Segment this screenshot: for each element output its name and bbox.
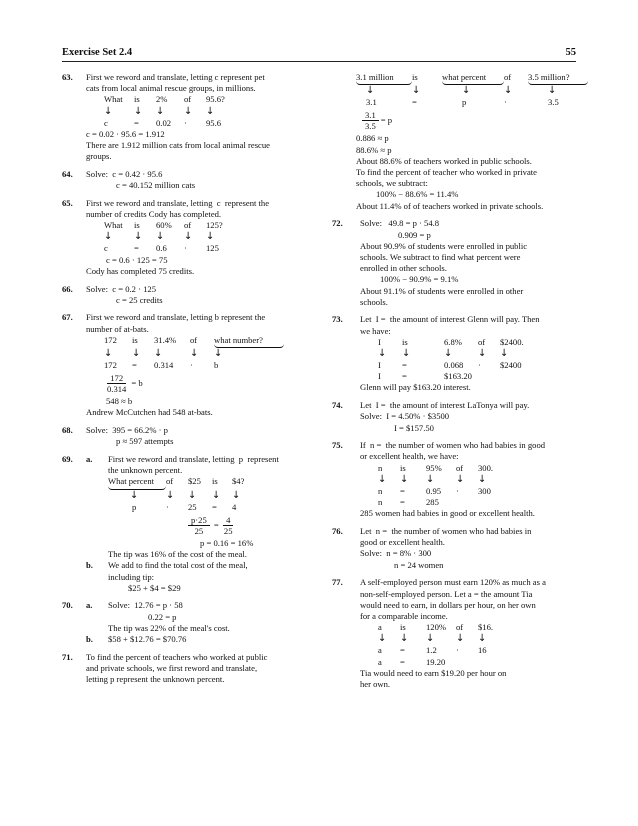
grid-cell: a [378, 645, 382, 656]
problem-number: 70. [62, 600, 73, 611]
fraction-row [104, 371, 318, 396]
grid-cell: n [378, 497, 383, 508]
down-arrow-icon: ↓ [104, 231, 113, 243]
down-arrow-icon: ↓ [206, 231, 215, 243]
text-line: number of at-bats. [86, 323, 149, 334]
equation: p = 0.16 = 16% [200, 537, 254, 548]
grid-cell: 120% [426, 622, 447, 633]
equation: Solve: c = 0.42 · 95.6 [86, 168, 163, 179]
translation-grid [378, 337, 576, 383]
problem-number: 65. [62, 197, 73, 208]
grid-cell: 95.6 [206, 117, 222, 128]
grid-cell: What [104, 220, 123, 231]
text-line: To find the percent of teacher who worked in private [356, 167, 537, 178]
grid-cell: 2% [156, 94, 168, 105]
grid-cell: What percent [108, 476, 166, 489]
down-arrow-icon: ↓ [378, 473, 387, 485]
equation: Solve: n = 8% · 300 [360, 548, 432, 559]
problem-73 [332, 314, 576, 393]
down-arrow-icon: ↓ [462, 85, 471, 97]
denominator: 25 [194, 525, 204, 536]
problem-number: 77. [332, 577, 343, 588]
problem-66 [62, 284, 318, 306]
translation-grid [104, 220, 318, 254]
text-line: To find the percent of teachers who worked at public [86, 651, 268, 662]
grid-cell: is [132, 334, 138, 345]
equation: 0.886 ≈ p [356, 133, 389, 144]
text-line: good or excellent health. [360, 537, 445, 548]
part-b [86, 560, 318, 594]
translation-grid [378, 622, 576, 668]
down-arrow-icon: ↓ [366, 85, 375, 97]
down-arrow-icon: ↓ [412, 85, 421, 97]
grid-cell: 0.6 [156, 243, 167, 254]
text-line: her own. [360, 678, 391, 689]
problem-65 [62, 198, 318, 277]
grid-cell: 0.95 [426, 485, 442, 496]
text-line: and private schools, we first reword and translate, [86, 662, 258, 673]
equation: c = 0.02 · 95.6 = 1.912 [86, 128, 165, 139]
text-line: About 11.4% of of teachers worked in private schools. [356, 200, 544, 211]
grid-cell: 95% [426, 462, 442, 473]
down-arrow-icon: ↓ [132, 348, 141, 360]
problem-64 [62, 169, 318, 191]
text-line: the unknown percent. [108, 465, 183, 476]
equation: c = 25 credits [116, 294, 163, 305]
grid-cell: 0.02 [156, 117, 172, 128]
text-line: First we reword and translate, letting b represent the [86, 312, 266, 323]
fraction-row: $\frac{p\cdot 25}{25}$ = $\frac{4}{25}$ [188, 513, 318, 538]
down-arrow-icon: ↓ [156, 231, 165, 243]
down-arrow-icon: ↓ [212, 489, 221, 501]
grid-cell: b [214, 360, 219, 371]
grid-cell: = [400, 485, 405, 496]
text-line: If n = the number of women who had babies in good [360, 440, 546, 451]
right-column [332, 72, 576, 697]
down-arrow-icon: ↓ [104, 348, 113, 360]
grid-cell: is [400, 622, 406, 633]
down-arrow-icon: ↓ [426, 633, 435, 645]
equation: 0.22 = p [148, 611, 177, 622]
text-line: schools, we subtract: [356, 178, 428, 189]
problem-72 [332, 218, 576, 308]
numerator: 172 [107, 373, 126, 384]
grid-cell: of [478, 336, 486, 347]
grid-cell: a [378, 656, 382, 667]
grid-cell: of [456, 462, 464, 473]
down-arrow-icon: ↓ [134, 105, 143, 117]
down-arrow-icon: ↓ [478, 348, 487, 360]
equation: c = 0.6 · 125 = 75 [106, 254, 168, 265]
grid-cell: 16 [478, 645, 487, 656]
grid-cell: = [402, 371, 407, 382]
grid-cell: $163.20 [444, 371, 472, 382]
problem-63 [62, 72, 318, 162]
page-number: 55 [565, 47, 576, 58]
grid-cell: · [166, 501, 169, 512]
grid-cell: of [166, 476, 174, 487]
grid-cell: = [132, 360, 137, 371]
grid-cell: $16. [478, 622, 494, 633]
grid-cell: c [104, 117, 108, 128]
grid-cell: = [134, 117, 139, 128]
grid-cell: · [456, 485, 459, 496]
grid-cell: · [456, 645, 459, 656]
translation-grid [104, 335, 318, 371]
grid-cell: 285 [426, 497, 439, 508]
problem-number: 71. [62, 651, 73, 662]
down-arrow-icon: ↓ [184, 105, 193, 117]
equation: $25 + $4 = $29 [128, 582, 181, 593]
equation: = p [380, 115, 393, 126]
text-line: including tip: [108, 571, 155, 582]
equation: Solve: 12.76 = p · 58 [108, 600, 183, 611]
problem-number: 73. [332, 314, 343, 325]
fraction [188, 515, 210, 536]
part-label: a. [86, 454, 93, 465]
text-line: Let I = the amount of interest LaTonya will pay. [360, 400, 530, 411]
grid-cell: is [134, 94, 140, 105]
text-line: Let n = the number of women who had babies in [360, 526, 532, 536]
text-line: About 90.9% of students were enrolled in public [360, 240, 528, 251]
grid-cell: of [456, 622, 464, 633]
problem-number: 66. [62, 283, 73, 294]
problem-67 [62, 312, 318, 418]
grid-cell: p [462, 97, 467, 108]
problem-71 [62, 652, 318, 686]
translation-grid [356, 72, 576, 108]
text-line: enrolled in other schools. [360, 263, 447, 274]
equation: 88.6% ≈ p [356, 144, 392, 155]
translation-grid [378, 463, 576, 509]
grid-cell: is [212, 476, 218, 487]
part-a [86, 454, 318, 560]
text-line: About 88.6% of teachers worked in public schools. [356, 155, 532, 166]
problem-number: 68. [62, 425, 73, 436]
grid-cell: = [400, 645, 405, 656]
grid-cell: $2400 [500, 360, 522, 371]
down-arrow-icon: ↓ [478, 633, 487, 645]
down-arrow-icon: ↓ [500, 348, 509, 360]
problem-76 [332, 526, 576, 571]
grid-cell: 95.6? [206, 94, 225, 105]
numerator: 4 [223, 515, 233, 526]
problem-number: 74. [332, 400, 343, 411]
grid-cell: 3.1 [366, 97, 377, 108]
part-b [86, 634, 318, 645]
grid-cell: what number? [214, 335, 284, 348]
grid-cell: 172 [104, 360, 117, 371]
down-arrow-icon: ↓ [214, 348, 223, 360]
down-arrow-icon: ↓ [166, 489, 175, 501]
text-line: we have: [360, 325, 391, 336]
problem-74 [332, 400, 576, 434]
grid-cell: = [412, 97, 417, 108]
equation: = b [131, 378, 143, 389]
numerator: 3.1 [362, 110, 379, 121]
problem-number: 72. [332, 218, 343, 229]
problem-number: 64. [62, 168, 73, 179]
equation: n = 24 women [394, 559, 444, 570]
problem-75 [332, 440, 576, 519]
grid-cell: what percent [442, 72, 504, 85]
text-line: Glenn will pay $163.20 interest. [360, 382, 471, 393]
grid-cell: $25 [188, 476, 201, 487]
section-title: Exercise Set 2.4 [62, 47, 133, 58]
equation: p ≈ 597 attempts [116, 436, 174, 447]
text-line: There are 1.912 million cats from local animal rescue [86, 140, 270, 151]
grid-cell: · [478, 360, 481, 371]
down-arrow-icon: ↓ [154, 348, 163, 360]
down-arrow-icon: ↓ [184, 231, 193, 243]
part-label: a. [86, 600, 93, 611]
grid-cell: c [104, 243, 108, 254]
equation: Solve: 49.8 = p · 54.8 [360, 218, 440, 229]
text-line: schools. We subtract to find what percent were [360, 251, 521, 262]
grid-cell: I [378, 360, 381, 371]
text-line: Andrew McCutchen had 548 at-bats. [86, 407, 213, 418]
grid-cell: 6.8% [444, 336, 462, 347]
text-line: Cody has completed 75 credits. [86, 265, 195, 276]
equation: Solve: 395 = 66.2% · p [86, 425, 168, 436]
denominator: 0.314 [107, 384, 127, 395]
grid-cell: 3.5 million? [528, 72, 588, 85]
grid-cell: · [184, 243, 187, 254]
equation: Solve: c = 0.2 · 125 [86, 283, 157, 294]
grid-cell: I [378, 371, 381, 382]
grid-cell: $2400. [500, 336, 524, 347]
text-line: cats from local animal rescue groups, in millions. [86, 83, 256, 94]
down-arrow-icon: ↓ [426, 473, 435, 485]
down-arrow-icon: ↓ [156, 105, 165, 117]
grid-cell: · [184, 117, 187, 128]
grid-cell: 19.20 [426, 656, 446, 667]
problem-number: 75. [332, 440, 343, 451]
text-line: A self-employed person must earn 120% as much as a [360, 577, 546, 588]
grid-cell: 25 [188, 501, 197, 512]
grid-cell: is [134, 220, 140, 231]
fraction-row [362, 108, 576, 133]
text-line: About 91.1% of students were enrolled in other [360, 285, 524, 296]
down-arrow-icon: ↓ [478, 473, 487, 485]
text-line: groups. [86, 151, 112, 162]
text-line: First we reword and translate, letting p represent [108, 454, 279, 465]
problem-70 [62, 600, 318, 645]
grid-cell: = [400, 656, 405, 667]
grid-cell: of [184, 220, 192, 231]
down-arrow-icon: ↓ [400, 633, 409, 645]
down-arrow-icon: ↓ [456, 473, 465, 485]
text-line: schools. [360, 296, 388, 307]
down-arrow-icon: ↓ [456, 633, 465, 645]
grid-cell: is [412, 72, 418, 82]
grid-cell: 125 [206, 243, 219, 254]
grid-cell: I [378, 336, 381, 347]
grid-cell: 60% [156, 220, 172, 231]
grid-cell: = [212, 501, 217, 512]
text-line: The tip was 16% of the cost of the meal. [108, 549, 247, 560]
grid-cell: 4 [232, 501, 237, 512]
fraction [221, 515, 236, 536]
equation: c = 40.152 million cats [116, 180, 196, 191]
numerator: p·25 [188, 515, 210, 526]
grid-cell: = [134, 243, 139, 254]
denominator: 3.5 [365, 121, 376, 132]
text-line: letting p represent the unknown percent. [86, 674, 225, 685]
equation: 100% − 88.6% = 11.4% [376, 189, 459, 200]
text-line: would need to earn, in dollars per hour, on her own [360, 599, 536, 610]
equation: 0.909 = p [398, 229, 431, 240]
down-arrow-icon: ↓ [402, 348, 411, 360]
down-arrow-icon: ↓ [548, 85, 557, 97]
down-arrow-icon: ↓ [504, 85, 513, 97]
header-rule [62, 61, 576, 62]
text-line: We add to find the total cost of the meal, [108, 560, 248, 571]
equation: 100% − 90.9% = 9.1% [380, 274, 459, 285]
left-column [62, 72, 318, 692]
down-arrow-icon: ↓ [104, 105, 113, 117]
problem-number: 67. [62, 312, 73, 323]
text-line: non-self-employed person. Let a = the amount Tia [360, 588, 533, 599]
text-line: Tia would need to earn $19.20 per hour on [360, 667, 507, 678]
down-arrow-icon: ↓ [188, 489, 197, 501]
translation-grid [104, 94, 318, 128]
part-a [86, 600, 318, 634]
grid-cell: is [400, 462, 406, 473]
grid-cell: 31.4% [154, 334, 177, 345]
grid-cell: 172 [104, 334, 117, 345]
equation: I = $157.50 [394, 422, 434, 433]
grid-cell: a [378, 622, 382, 633]
down-arrow-icon: ↓ [232, 489, 241, 501]
grid-cell: 300 [478, 485, 491, 496]
down-arrow-icon: ↓ [400, 473, 409, 485]
grid-cell: of [504, 72, 512, 82]
text-line: number of credits Cody has completed. [86, 209, 222, 220]
part-label: b. [86, 634, 93, 645]
grid-cell: 0.314 [154, 360, 174, 371]
grid-cell: · [190, 360, 193, 371]
problem-69 [62, 454, 318, 594]
down-arrow-icon: ↓ [206, 105, 215, 117]
grid-cell: p [132, 501, 137, 512]
down-arrow-icon: ↓ [378, 633, 387, 645]
text-line: The tip was 22% of the meal's cost. [108, 622, 230, 633]
text-line: First we reword and translate, letting c represent the [86, 197, 270, 208]
text-line: 285 women had babies in good or excellent health. [360, 508, 535, 519]
problem-77 [332, 577, 576, 690]
grid-cell: 125? [206, 220, 223, 231]
down-arrow-icon: ↓ [378, 348, 387, 360]
grid-cell: $4? [232, 476, 245, 487]
grid-cell: 300. [478, 462, 494, 473]
problem-number: 69. [62, 454, 73, 465]
equation: 548 ≈ b [106, 396, 133, 407]
grid-cell: 1.2 [426, 645, 437, 656]
grid-cell: = [402, 360, 407, 371]
text-line: or excellent health, we have: [360, 451, 459, 462]
grid-cell: n [378, 485, 383, 496]
grid-cell: = [400, 497, 405, 508]
problem-71-continued [336, 72, 576, 212]
down-arrow-icon: ↓ [130, 489, 139, 501]
down-arrow-icon: ↓ [134, 231, 143, 243]
translation-grid [108, 476, 318, 512]
equation: Solve: I = 4.50% · $3500 [360, 411, 450, 422]
page-header [62, 47, 576, 61]
text-line: Let I = the amount of interest Glenn will pay. Then [360, 314, 540, 325]
text-line: for a comparable income. [360, 610, 448, 621]
grid-cell: 3.5 [548, 97, 559, 108]
denominator: 25 [223, 525, 233, 536]
problem-number: 76. [332, 526, 343, 536]
grid-cell: What [104, 94, 123, 105]
fraction [104, 373, 129, 394]
problem-number: 63. [62, 72, 73, 82]
part-label: b. [86, 560, 93, 571]
grid-cell: of [190, 334, 198, 345]
down-arrow-icon: ↓ [444, 348, 453, 360]
grid-cell: is [402, 336, 408, 347]
grid-cell: n [378, 462, 383, 473]
grid-cell: of [184, 94, 192, 105]
fraction [362, 110, 379, 131]
grid-cell: · [504, 97, 507, 108]
grid-cell: 3.1 million [356, 72, 412, 85]
grid-cell: 0.068 [444, 360, 464, 371]
down-arrow-icon: ↓ [190, 348, 199, 360]
text-line: First we reword and translate, letting c represent pet [86, 72, 265, 82]
equation: $58 + $12.76 = $70.76 [108, 634, 187, 645]
problem-68 [62, 425, 318, 447]
